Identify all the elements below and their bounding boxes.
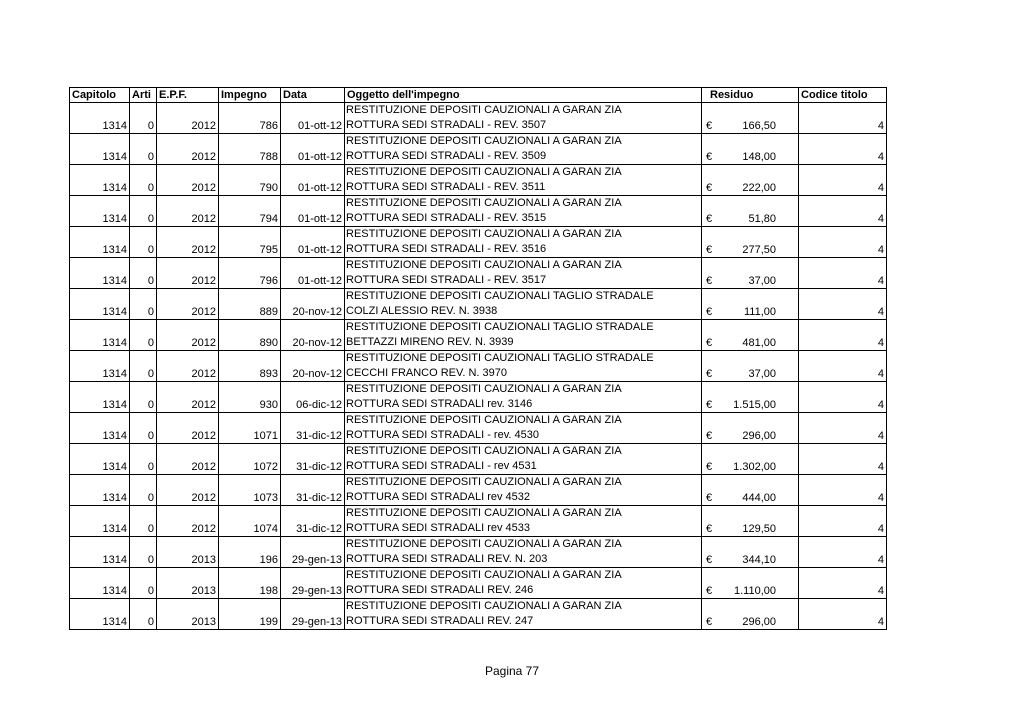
oggetto-line-1: RESTITUZIONE DEPOSITI CAUZIONALI A GARAN ZIA bbox=[346, 166, 622, 178]
table-row bbox=[70, 351, 887, 382]
table-row bbox=[70, 537, 887, 568]
cell-epf: 2012 bbox=[157, 413, 219, 444]
cell-capitolo: 1314 bbox=[70, 444, 130, 475]
oggetto-line-1: RESTITUZIONE DEPOSITI CAUZIONALI A GARAN ZIA bbox=[346, 104, 622, 116]
oggetto-line-1: RESTITUZIONE DEPOSITI CAUZIONALI TAGLIO STRADALE bbox=[346, 321, 654, 333]
col-header-residuo: Residuo bbox=[702, 88, 799, 103]
cell-capitolo: 1314 bbox=[70, 537, 130, 568]
cell-impegno: 796 bbox=[219, 258, 281, 289]
currency-symbol: € bbox=[706, 430, 713, 442]
cell-epf: 2012 bbox=[157, 258, 219, 289]
col-header-impegno: Impegno bbox=[219, 88, 281, 103]
currency-symbol: € bbox=[706, 151, 713, 163]
cell-codice: 4 bbox=[799, 413, 887, 444]
cell-data: 31-dic-12 bbox=[281, 444, 345, 475]
cell-residuo bbox=[702, 444, 799, 475]
currency-symbol: € bbox=[706, 585, 713, 597]
cell-impegno: 794 bbox=[219, 196, 281, 227]
cell-codice: 4 bbox=[799, 258, 887, 289]
table-row bbox=[70, 506, 887, 537]
cell-articolo: 0 bbox=[130, 289, 157, 320]
table-body bbox=[70, 103, 887, 630]
currency-symbol: € bbox=[706, 275, 713, 287]
cell-epf: 2012 bbox=[157, 320, 219, 351]
cell-articolo: 0 bbox=[130, 382, 157, 413]
table-row bbox=[70, 134, 887, 165]
cell-capitolo: 1314 bbox=[70, 382, 130, 413]
cell-residuo bbox=[702, 475, 799, 506]
cell-capitolo: 1314 bbox=[70, 196, 130, 227]
cell-epf: 2012 bbox=[157, 196, 219, 227]
cell-capitolo: 1314 bbox=[70, 506, 130, 537]
cell-codice: 4 bbox=[799, 475, 887, 506]
cell-data: 31-dic-12 bbox=[281, 506, 345, 537]
table-row bbox=[70, 103, 887, 134]
oggetto-line-1: RESTITUZIONE DEPOSITI CAUZIONALI A GARAN ZIA bbox=[346, 538, 622, 550]
oggetto-line-1: RESTITUZIONE DEPOSITI CAUZIONALI A GARAN ZIA bbox=[346, 414, 622, 426]
currency-symbol: € bbox=[706, 616, 713, 628]
residuo-amount: 1.302,00 bbox=[733, 461, 776, 473]
cell-residuo bbox=[702, 599, 799, 630]
cell-epf: 2012 bbox=[157, 289, 219, 320]
cell-residuo bbox=[702, 258, 799, 289]
cell-epf: 2012 bbox=[157, 506, 219, 537]
cell-impegno: 889 bbox=[219, 289, 281, 320]
oggetto-line-2: COLZI ALESSIO REV. N. 3938 bbox=[346, 305, 498, 317]
table-row bbox=[70, 599, 887, 630]
table-row bbox=[70, 196, 887, 227]
cell-codice: 4 bbox=[799, 196, 887, 227]
cell-impegno: 795 bbox=[219, 227, 281, 258]
cell-epf: 2012 bbox=[157, 475, 219, 506]
cell-capitolo: 1314 bbox=[70, 289, 130, 320]
cell-residuo bbox=[702, 320, 799, 351]
table-row bbox=[70, 227, 887, 258]
table-row bbox=[70, 165, 887, 196]
table-row bbox=[70, 258, 887, 289]
col-header-data: Data bbox=[281, 88, 345, 103]
table-row bbox=[70, 475, 887, 506]
oggetto-line-1: RESTITUZIONE DEPOSITI CAUZIONALI TAGLIO STRADALE bbox=[346, 352, 654, 364]
oggetto-line-2: ROTTURA SEDI STRADALI - REV. 3511 bbox=[346, 181, 546, 193]
oggetto-line-2: ROTTURA SEDI STRADALI - REV. 3515 bbox=[346, 212, 547, 224]
cell-data: 20-nov-12 bbox=[281, 320, 345, 351]
cell-articolo: 0 bbox=[130, 320, 157, 351]
residuo-amount: 296,00 bbox=[742, 616, 776, 628]
residuo-amount: 51,80 bbox=[748, 213, 776, 225]
cell-articolo: 0 bbox=[130, 537, 157, 568]
cell-impegno: 786 bbox=[219, 103, 281, 134]
cell-residuo bbox=[702, 103, 799, 134]
currency-symbol: € bbox=[706, 554, 713, 566]
cell-articolo: 0 bbox=[130, 134, 157, 165]
residuo-amount: 166,50 bbox=[742, 120, 776, 132]
cell-data: 20-nov-12 bbox=[281, 351, 345, 382]
cell-residuo bbox=[702, 382, 799, 413]
cell-epf: 2013 bbox=[157, 537, 219, 568]
oggetto-line-2: CECCHI FRANCO REV. N. 3970 bbox=[346, 367, 507, 379]
oggetto-line-2: ROTTURA SEDI STRADALI REV. 246 bbox=[346, 584, 534, 596]
cell-residuo bbox=[702, 196, 799, 227]
currency-symbol: € bbox=[706, 120, 713, 132]
residuo-amount: 129,50 bbox=[742, 523, 776, 535]
oggetto-line-2: ROTTURA SEDI STRADALI - REV. 3507 bbox=[346, 119, 547, 131]
currency-symbol: € bbox=[706, 523, 713, 535]
oggetto-line-1: RESTITUZIONE DEPOSITI CAUZIONALI A GARAN ZIA bbox=[346, 569, 622, 581]
oggetto-line-1: RESTITUZIONE DEPOSITI CAUZIONALI A GARAN ZIA bbox=[346, 228, 622, 240]
cell-residuo bbox=[702, 506, 799, 537]
oggetto-line-2: ROTTURA SEDI STRADALI rev. 3146 bbox=[346, 398, 533, 410]
oggetto-line-2: ROTTURA SEDI STRADALI - REV. 3516 bbox=[346, 243, 547, 255]
col-header-oggetto: Oggetto dell'impegno bbox=[345, 88, 702, 103]
cell-data: 06-dic-12 bbox=[281, 382, 345, 413]
cell-impegno: 1072 bbox=[219, 444, 281, 475]
oggetto-line-2: ROTTURA SEDI STRADALI rev 4533 bbox=[346, 522, 530, 534]
cell-articolo: 0 bbox=[130, 444, 157, 475]
cell-capitolo: 1314 bbox=[70, 103, 130, 134]
cell-epf: 2013 bbox=[157, 599, 219, 630]
cell-impegno: 196 bbox=[219, 537, 281, 568]
cell-codice: 4 bbox=[799, 134, 887, 165]
cell-epf: 2012 bbox=[157, 444, 219, 475]
cell-oggetto bbox=[345, 444, 702, 475]
residuo-amount: 37,00 bbox=[748, 368, 776, 380]
residuo-amount: 296,00 bbox=[742, 430, 776, 442]
cell-articolo: 0 bbox=[130, 475, 157, 506]
cell-impegno: 1073 bbox=[219, 475, 281, 506]
residuo-amount: 344,10 bbox=[742, 554, 776, 566]
cell-oggetto bbox=[345, 599, 702, 630]
cell-capitolo: 1314 bbox=[70, 599, 130, 630]
cell-capitolo: 1314 bbox=[70, 258, 130, 289]
cell-capitolo: 1314 bbox=[70, 134, 130, 165]
cell-impegno: 198 bbox=[219, 568, 281, 599]
cell-data: 01-ott-12 bbox=[281, 196, 345, 227]
cell-codice: 4 bbox=[799, 568, 887, 599]
cell-impegno: 790 bbox=[219, 165, 281, 196]
cell-data: 29-gen-13 bbox=[281, 599, 345, 630]
cell-epf: 2012 bbox=[157, 134, 219, 165]
oggetto-line-1: RESTITUZIONE DEPOSITI CAUZIONALI A GARAN ZIA bbox=[346, 600, 622, 612]
residuo-amount: 444,00 bbox=[742, 492, 776, 504]
cell-codice: 4 bbox=[799, 320, 887, 351]
cell-codice: 4 bbox=[799, 289, 887, 320]
oggetto-line-2: ROTTURA SEDI STRADALI - REV. 3509 bbox=[346, 150, 547, 162]
residuo-amount: 1.515,00 bbox=[733, 399, 776, 411]
oggetto-line-1: RESTITUZIONE DEPOSITI CAUZIONALI A GARAN ZIA bbox=[346, 197, 622, 209]
cell-codice: 4 bbox=[799, 506, 887, 537]
cell-epf: 2012 bbox=[157, 382, 219, 413]
cell-oggetto bbox=[345, 227, 702, 258]
cell-residuo bbox=[702, 537, 799, 568]
oggetto-line-2: ROTTURA SEDI STRADALI REV. 247 bbox=[346, 615, 534, 627]
cell-oggetto bbox=[345, 537, 702, 568]
cell-oggetto bbox=[345, 351, 702, 382]
cell-oggetto bbox=[345, 103, 702, 134]
cell-oggetto bbox=[345, 568, 702, 599]
cell-residuo bbox=[702, 134, 799, 165]
cell-data: 01-ott-12 bbox=[281, 134, 345, 165]
residuo-amount: 1.110,00 bbox=[733, 585, 776, 597]
currency-symbol: € bbox=[706, 368, 713, 380]
cell-articolo: 0 bbox=[130, 258, 157, 289]
cell-oggetto bbox=[345, 165, 702, 196]
cell-codice: 4 bbox=[799, 382, 887, 413]
oggetto-line-1: RESTITUZIONE DEPOSITI CAUZIONALI A GARAN ZIA bbox=[346, 476, 622, 488]
cell-articolo: 0 bbox=[130, 599, 157, 630]
currency-symbol: € bbox=[706, 244, 713, 256]
cell-residuo bbox=[702, 351, 799, 382]
cell-residuo bbox=[702, 227, 799, 258]
cell-data: 31-dic-12 bbox=[281, 475, 345, 506]
cell-residuo bbox=[702, 165, 799, 196]
cell-data: 29-gen-13 bbox=[281, 537, 345, 568]
cell-articolo: 0 bbox=[130, 351, 157, 382]
cell-data: 01-ott-12 bbox=[281, 165, 345, 196]
oggetto-line-1: RESTITUZIONE DEPOSITI CAUZIONALI A GARAN ZIA bbox=[346, 445, 622, 457]
oggetto-line-1: RESTITUZIONE DEPOSITI CAUZIONALI TAGLIO STRADALE bbox=[346, 290, 654, 302]
cell-codice: 4 bbox=[799, 537, 887, 568]
cell-oggetto bbox=[345, 413, 702, 444]
cell-residuo bbox=[702, 568, 799, 599]
cell-oggetto bbox=[345, 475, 702, 506]
table-row bbox=[70, 289, 887, 320]
oggetto-line-2: BETTAZZI MIRENO REV. N. 3939 bbox=[346, 336, 514, 348]
residuo-amount: 481,00 bbox=[742, 337, 776, 349]
table-row bbox=[70, 382, 887, 413]
table-row bbox=[70, 568, 887, 599]
cell-residuo bbox=[702, 413, 799, 444]
cell-capitolo: 1314 bbox=[70, 320, 130, 351]
residuo-amount: 222,00 bbox=[742, 182, 776, 194]
cell-capitolo: 1314 bbox=[70, 165, 130, 196]
cell-codice: 4 bbox=[799, 165, 887, 196]
cell-oggetto bbox=[345, 196, 702, 227]
table-row bbox=[70, 320, 887, 351]
cell-codice: 4 bbox=[799, 103, 887, 134]
currency-symbol: € bbox=[706, 182, 713, 194]
cell-impegno: 893 bbox=[219, 351, 281, 382]
cell-oggetto bbox=[345, 320, 702, 351]
currency-symbol: € bbox=[706, 461, 713, 473]
cell-epf: 2012 bbox=[157, 165, 219, 196]
cell-impegno: 930 bbox=[219, 382, 281, 413]
residuo-amount: 111,00 bbox=[743, 306, 776, 318]
cell-epf: 2012 bbox=[157, 227, 219, 258]
cell-oggetto bbox=[345, 506, 702, 537]
currency-symbol: € bbox=[706, 399, 713, 411]
cell-articolo: 0 bbox=[130, 103, 157, 134]
cell-impegno: 890 bbox=[219, 320, 281, 351]
cell-oggetto bbox=[345, 289, 702, 320]
currency-symbol: € bbox=[706, 213, 713, 225]
cell-capitolo: 1314 bbox=[70, 227, 130, 258]
oggetto-line-1: RESTITUZIONE DEPOSITI CAUZIONALI A GARAN ZIA bbox=[346, 507, 622, 519]
oggetto-line-2: ROTTURA SEDI STRADALI - REV. 3517 bbox=[346, 274, 547, 286]
report-sheet bbox=[69, 87, 886, 630]
page-number: Pagina 77 bbox=[484, 664, 540, 678]
cell-data: 01-ott-12 bbox=[281, 227, 345, 258]
table-row bbox=[70, 413, 887, 444]
cell-epf: 2013 bbox=[157, 568, 219, 599]
col-header-articolo: Arti bbox=[130, 88, 157, 103]
cell-articolo: 0 bbox=[130, 227, 157, 258]
cell-data: 01-ott-12 bbox=[281, 258, 345, 289]
cell-oggetto bbox=[345, 258, 702, 289]
oggetto-line-2: ROTTURA SEDI STRADALI rev 4532 bbox=[346, 491, 530, 503]
impegni-table bbox=[69, 87, 887, 630]
cell-oggetto bbox=[345, 134, 702, 165]
cell-capitolo: 1314 bbox=[70, 351, 130, 382]
cell-capitolo: 1314 bbox=[70, 413, 130, 444]
residuo-amount: 277,50 bbox=[742, 244, 776, 256]
cell-epf: 2012 bbox=[157, 103, 219, 134]
cell-impegno: 1071 bbox=[219, 413, 281, 444]
oggetto-line-2: ROTTURA SEDI STRADALI - rev 4531 bbox=[346, 460, 537, 472]
table-row bbox=[70, 444, 887, 475]
cell-impegno: 788 bbox=[219, 134, 281, 165]
currency-symbol: € bbox=[706, 337, 713, 349]
cell-articolo: 0 bbox=[130, 568, 157, 599]
oggetto-line-1: RESTITUZIONE DEPOSITI CAUZIONALI A GARAN ZIA bbox=[346, 383, 622, 395]
cell-capitolo: 1314 bbox=[70, 475, 130, 506]
col-header-epf: E.P.F. bbox=[157, 88, 219, 103]
cell-capitolo: 1314 bbox=[70, 568, 130, 599]
cell-articolo: 0 bbox=[130, 165, 157, 196]
cell-epf: 2012 bbox=[157, 351, 219, 382]
residuo-amount: 37,00 bbox=[748, 275, 776, 287]
currency-symbol: € bbox=[706, 306, 713, 318]
oggetto-line-1: RESTITUZIONE DEPOSITI CAUZIONALI A GARAN ZIA bbox=[346, 135, 622, 147]
cell-codice: 4 bbox=[799, 599, 887, 630]
cell-data: 01-ott-12 bbox=[281, 103, 345, 134]
cell-oggetto bbox=[345, 382, 702, 413]
currency-symbol: € bbox=[706, 492, 713, 504]
cell-articolo: 0 bbox=[130, 413, 157, 444]
oggetto-line-2: ROTTURA SEDI STRADALI - rev. 4530 bbox=[346, 429, 539, 441]
cell-impegno: 1074 bbox=[219, 506, 281, 537]
col-header-codice: Codice titolo bbox=[799, 88, 887, 103]
cell-data: 31-dic-12 bbox=[281, 413, 345, 444]
residuo-amount: 148,00 bbox=[742, 151, 776, 163]
oggetto-line-2: ROTTURA SEDI STRADALI REV. N. 203 bbox=[346, 553, 548, 565]
cell-articolo: 0 bbox=[130, 506, 157, 537]
cell-codice: 4 bbox=[799, 444, 887, 475]
cell-articolo: 0 bbox=[130, 196, 157, 227]
cell-codice: 4 bbox=[799, 227, 887, 258]
cell-impegno: 199 bbox=[219, 599, 281, 630]
col-header-capitolo: Capitolo bbox=[70, 88, 130, 103]
header-row bbox=[70, 88, 887, 103]
cell-data: 29-gen-13 bbox=[281, 568, 345, 599]
cell-data: 20-nov-12 bbox=[281, 289, 345, 320]
oggetto-line-1: RESTITUZIONE DEPOSITI CAUZIONALI A GARAN ZIA bbox=[346, 259, 622, 271]
cell-codice: 4 bbox=[799, 351, 887, 382]
cell-residuo bbox=[702, 289, 799, 320]
